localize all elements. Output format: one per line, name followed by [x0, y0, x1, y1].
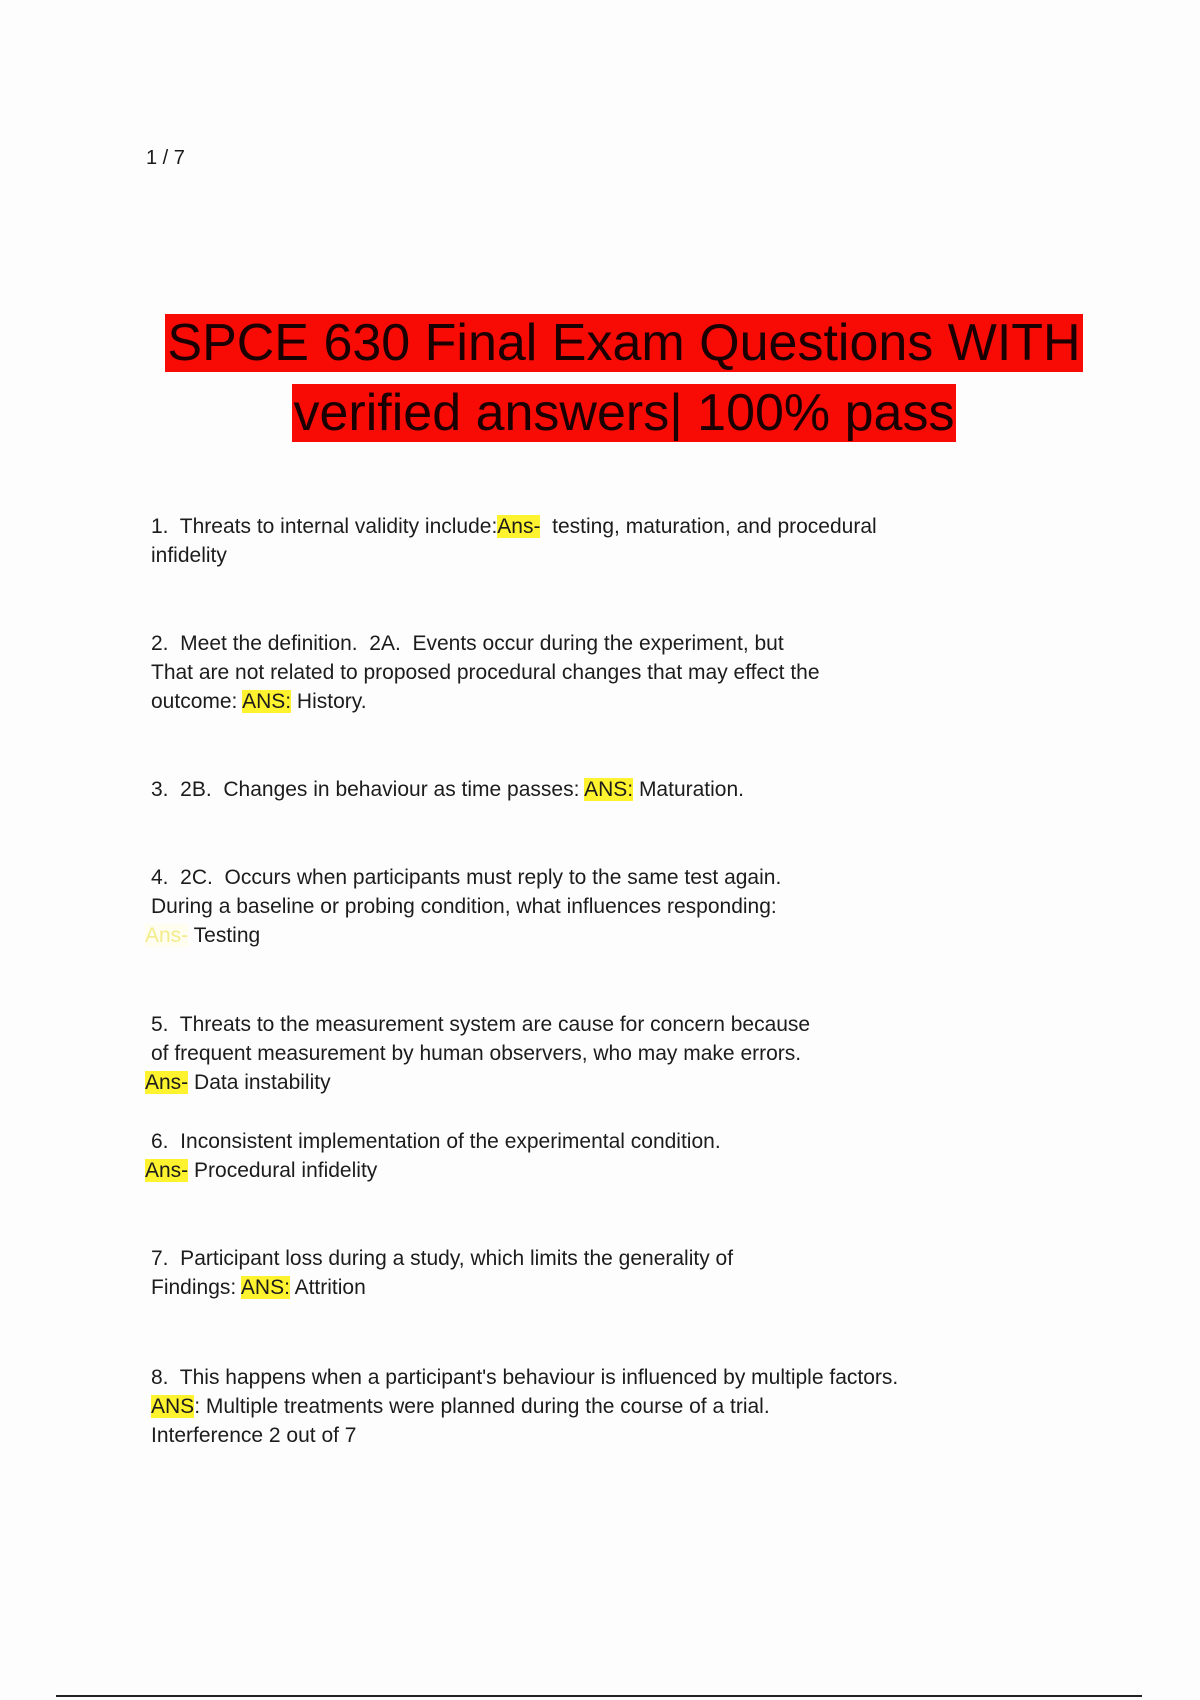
- question-2: [151, 629, 820, 716]
- question-4: [145, 863, 782, 950]
- question-text: 8. This happens when a participant's behaviour is influenced by multiple factors.: [151, 1366, 899, 1389]
- question-text: outcome:: [151, 690, 243, 713]
- answer-text: Testing: [188, 924, 261, 947]
- question-3: [151, 775, 744, 804]
- question-text: 6. Inconsistent implementation of the experimental condition.: [151, 1130, 721, 1153]
- answer-tag: Ans-: [145, 1071, 189, 1094]
- answer-text: Interference 2 out of 7: [151, 1424, 357, 1447]
- page-number: 1 / 7: [146, 147, 185, 169]
- answer-tag: Ans-: [497, 515, 541, 538]
- page-bottom-rule: [56, 1695, 1142, 1697]
- answer-tag: Ans-: [145, 1159, 189, 1182]
- question-text: 3. 2B. Changes in behaviour as time passes:: [151, 778, 585, 801]
- answer-text: History.: [291, 690, 367, 713]
- question-5: [145, 1010, 811, 1097]
- question-7: [151, 1244, 733, 1302]
- question-8: [151, 1363, 898, 1450]
- question-text: 1. Threats to internal validity include:: [151, 515, 498, 538]
- answer-tag: ANS:: [584, 778, 634, 801]
- question-1: [151, 512, 877, 570]
- question-6: [145, 1127, 721, 1185]
- question-text: 5. Threats to the measurement system are cause for concern because: [151, 1013, 811, 1036]
- answer-text: testing, maturation, and procedural: [540, 515, 877, 538]
- answer-text: : Multiple treatments were planned during the course of a trial.: [194, 1395, 770, 1418]
- answer-text: Data instability: [188, 1071, 331, 1094]
- question-text: That are not related to proposed procedural changes that may effect the: [151, 661, 820, 684]
- answer-tag: Ans-: [145, 924, 189, 947]
- title-line-1: SPCE 630 Final Exam Questions WITH: [167, 314, 1081, 372]
- question-text: 4. 2C. Occurs when participants must reply to the same test again.: [151, 866, 782, 889]
- answer-text: Procedural infidelity: [188, 1159, 378, 1182]
- question-text: Findings:: [151, 1276, 241, 1299]
- answer-text: Maturation.: [633, 778, 744, 801]
- answer-text: infidelity: [151, 544, 227, 567]
- answer-tag: ANS:: [242, 690, 292, 713]
- document-title: [0, 308, 1200, 448]
- answer-tag: ANS:: [240, 1276, 290, 1299]
- question-text: 7. Participant loss during a study, which limits the generality of: [151, 1247, 734, 1270]
- question-text: of frequent measurement by human observers, who may make errors.: [151, 1042, 802, 1065]
- question-text: 2. Meet the definition. 2A. Events occur during the experiment, but: [151, 632, 784, 655]
- answer-text: Attrition: [289, 1276, 366, 1299]
- answer-tag: ANS: [151, 1395, 195, 1418]
- question-text: During a baseline or probing condition, what influences responding:: [151, 895, 777, 918]
- title-line-2: verified answers| 100% pass: [293, 384, 955, 442]
